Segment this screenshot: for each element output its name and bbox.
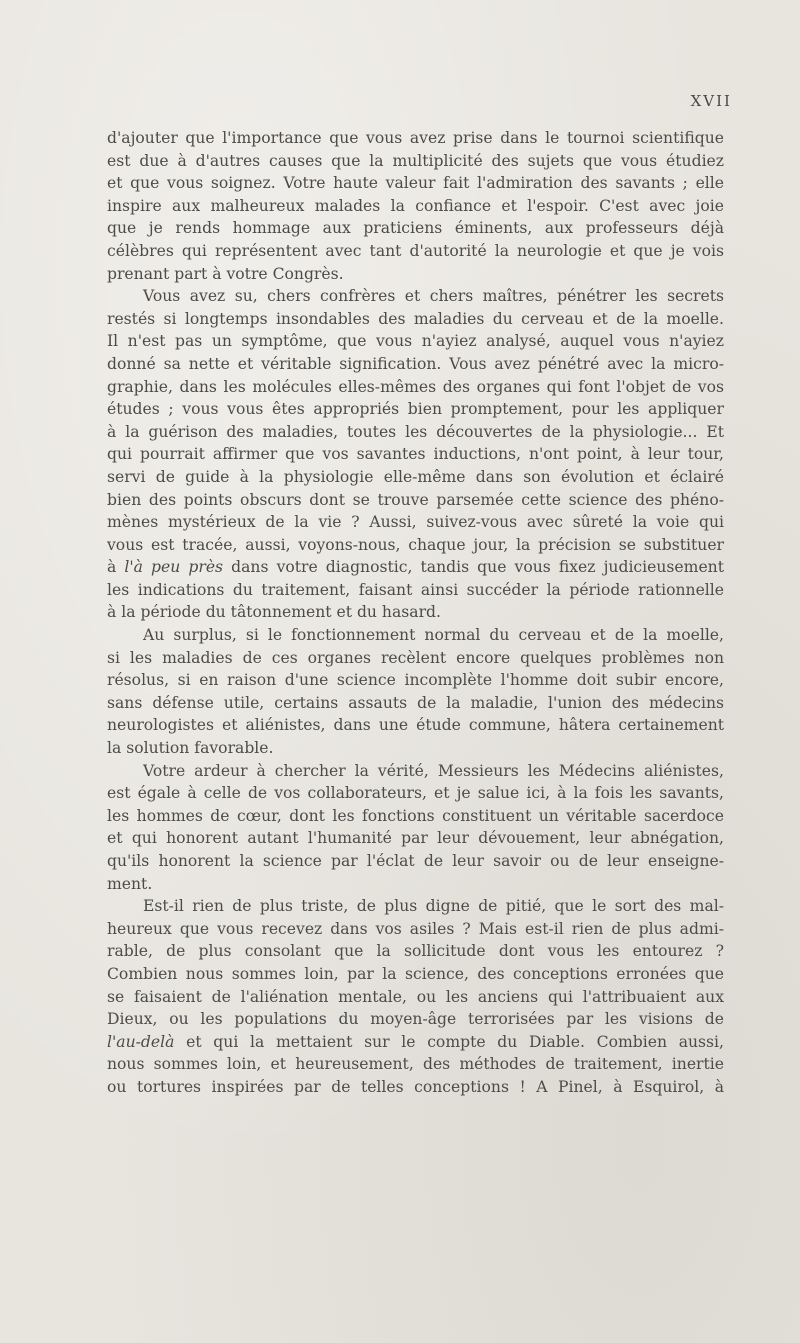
text-line: Est-il rien de plus triste, de plus digne de pitié, que le sort des mal- <box>143 897 724 916</box>
text-line: résolus, si en raison d'une science incomplète l'homme doit subir encore, <box>107 671 724 690</box>
text-line: prenant part à votre Congrès. <box>107 264 344 283</box>
text-line: rable, de plus consolant que la sollicitude dont vous les entourez ? <box>107 942 724 961</box>
text-line: sans défense utile, certains assauts de la maladie, l'union des médecins <box>107 693 724 712</box>
text-line: l'au-delà et qui la mettaient sur le compte du Diable. Combien aussi, <box>107 1032 724 1051</box>
text-line: ment. <box>107 874 153 893</box>
text-line: que je rends hommage aux praticiens éminents, aux professeurs déjà <box>107 219 724 238</box>
text-line: graphie, dans les molécules elles-mêmes des organes qui font l'objet de vos <box>107 377 724 396</box>
text-line: Il n'est pas un symptôme, que vous n'ayiez analysé, auquel vous n'ayiez <box>107 332 724 351</box>
text-line: Vous avez su, chers confrères et chers maîtres, pénétrer les secrets <box>143 287 724 306</box>
text-line: Combien nous sommes loin, par la science, des conceptions erronées que <box>107 964 724 983</box>
text-line: vous est tracée, aussi, voyons-nous, chaque jour, la précision se substituer <box>107 535 724 554</box>
text-line: d'ajouter que l'importance que vous avez prise dans le tournoi scientifique <box>107 129 724 147</box>
text-line: donné sa nette et véritable signification. Vous avez pénétré avec la micro- <box>107 354 724 373</box>
text-line: heureux que vous recevez dans vos asiles ? Mais est-il rien de plus admi- <box>107 919 724 938</box>
text-line: bien des points obscurs dont se trouve parsemée cette science des phéno- <box>107 490 724 509</box>
text-line: la solution favorable. <box>107 739 274 758</box>
text-line: nous sommes loin, et heureusement, des méthodes de traitement, inertie <box>107 1055 724 1074</box>
text-line: Au surplus, si le fonctionnement normal du cerveau et de la moelle, <box>143 626 724 645</box>
text-line: études ; vous vous êtes appropriés bien promptement, pour les appliquer <box>107 400 724 419</box>
text-line: les hommes de cœur, dont les fonctions constituent un véritable sacerdoce <box>107 806 724 825</box>
text-line: Votre ardeur à chercher la vérité, Messieurs les Médecins aliénistes, <box>143 761 724 780</box>
text-line: et que vous soignez. Votre haute valeur fait l'admiration des savants ; elle <box>107 174 724 193</box>
text-line: à l'à peu près dans votre diagnostic, tandis que vous fixez judicieusement <box>107 558 724 577</box>
text-line: qui pourrait affirmer que vos savantes inductions, n'ont point, à leur tour, <box>107 445 724 464</box>
page-number: XVII <box>690 92 732 110</box>
text-line: se faisaient de l'aliénation mentale, ou les anciens qui l'attribuaient aux <box>107 987 724 1006</box>
text-line: les indications du traitement, faisant ainsi succéder la période rationnelle <box>107 580 724 599</box>
text-line: à la guérison des maladies, toutes les découvertes de la physiologie... Et <box>107 422 724 441</box>
text-line: si les maladies de ces organes recèlent encore quelques problèmes non <box>107 648 724 667</box>
text-line: Dieux, ou les populations du moyen-âge terrorisées par les visions de <box>107 1010 724 1029</box>
text-line: inspire aux malheureux malades la confiance et l'espoir. C'est avec joie <box>107 196 724 215</box>
text-line: mènes mystérieux de la vie ? Aussi, suivez-vous avec sûreté la voie qui <box>107 513 724 532</box>
text-line: neurologistes et aliénistes, dans une étude commune, hâtera certainement <box>107 716 724 735</box>
text-line: à la période du tâtonnement et du hasard. <box>107 603 441 622</box>
text-line: célèbres qui représentent avec tant d'autorité la neurologie et que je vois <box>107 241 724 260</box>
text-line: ou tortures inspirées par de telles conceptions ! A Pinel, à Esquirol, à <box>107 1077 724 1096</box>
text-line: qu'ils honorent la science par l'éclat de leur savoir ou de leur enseigne- <box>107 852 724 870</box>
text-line: est due à d'autres causes que la multiplicité des sujets que vous étudiez <box>107 151 724 170</box>
text-line: et qui honorent autant l'humanité par leur dévouement, leur abnégation, <box>107 829 724 848</box>
text-line: restés si longtemps insondables des maladies du cerveau et de la moelle. <box>107 309 724 328</box>
text-line: est égale à celle de vos collaborateurs, et je salue ici, à la fois les savants, <box>107 784 724 803</box>
body-text <box>107 127 724 1099</box>
text-line: servi de guide à la physiologie elle-même dans son évolution et éclairé <box>107 467 724 486</box>
